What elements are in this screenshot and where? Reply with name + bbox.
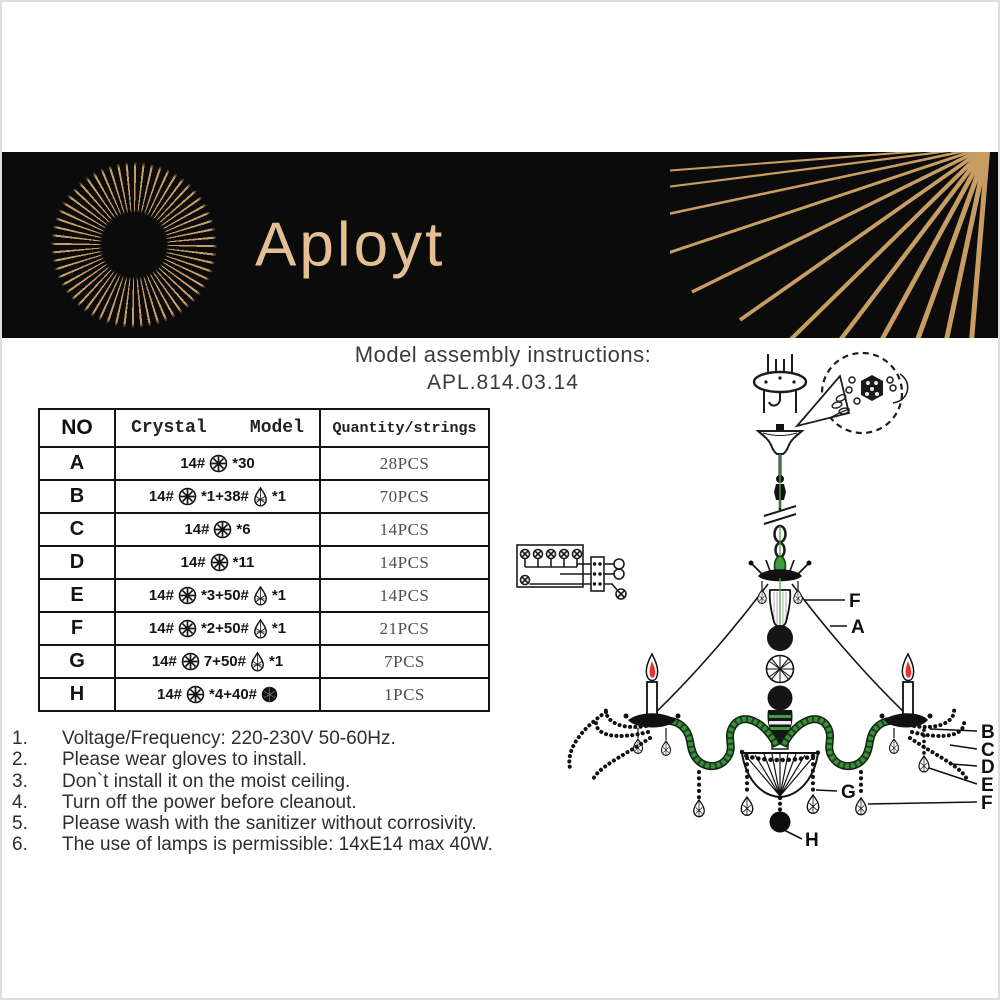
header-model: Crystal Model	[115, 409, 320, 447]
table-row: E 14# *3+50# *1 14PCS	[39, 579, 489, 612]
label-a: A	[851, 617, 865, 638]
rosette-crystal-icon	[186, 685, 205, 704]
table-row: C 14# *6 14PCS	[39, 513, 489, 546]
instruction-item: 6. The use of lamps is permissible: 14xE14 max 40W.	[12, 834, 493, 856]
teardrop-crystal-icon	[253, 586, 268, 606]
crystal-spec-table	[38, 408, 490, 712]
lamp-wiring-schematic	[517, 545, 626, 599]
wire-connector-hand-inset	[797, 353, 908, 433]
instruction-item: 5. Please wash with the sanitizer without corrosivity.	[12, 813, 477, 835]
table-row: F 14# *2+50# *1 21PCS	[39, 612, 489, 645]
instruction-item: 4. Turn off the power before cleanout.	[12, 791, 357, 813]
brand-name: Aployt	[255, 210, 446, 280]
instruction-item: 2. Please wear gloves to install.	[12, 749, 308, 771]
ceiling-mount-plate	[754, 354, 806, 413]
instruction-item: 3. Don`t install it on the moist ceiling.	[12, 770, 351, 792]
bottom-ball-crystal	[770, 812, 791, 833]
rosette-crystal-icon	[178, 619, 197, 638]
model-number: APL.814.03.14	[427, 371, 579, 394]
teardrop-crystal-icon	[250, 652, 265, 672]
rosette-crystal-icon	[178, 487, 197, 506]
chandelier-line-drawing	[569, 424, 995, 851]
table-row: D 14# *11 14PCS	[39, 546, 489, 579]
instruction-list	[10, 728, 510, 856]
label-d: D	[981, 757, 995, 778]
header-qty: Quantity/strings	[320, 409, 489, 447]
candle-left	[624, 654, 681, 755]
rosette-crystal-icon	[213, 520, 232, 539]
header-no: NO	[39, 409, 115, 447]
title-line1: Model assembly instructions:	[354, 342, 652, 367]
table-row: B 14# *1+38# *1 70PCS	[39, 480, 489, 513]
rosette-crystal-icon	[181, 652, 200, 671]
ball-crystal-icon	[261, 686, 278, 703]
table-row: A 14# *30 28PCS	[39, 447, 489, 480]
table-row: H 14# *4+40# 1PCS	[39, 678, 489, 711]
teardrop-crystal-icon	[253, 487, 268, 507]
brand-banner	[0, 152, 1000, 338]
label-f-bottom: F	[981, 793, 993, 814]
teardrop-crystal-icon	[253, 619, 268, 639]
label-f-top: F	[849, 591, 861, 612]
label-g: G	[841, 782, 856, 803]
label-h: H	[805, 830, 819, 851]
table-header-row	[39, 409, 489, 447]
instruction-item: 1. Voltage/Frequency: 220-230V 50-60Hz.	[12, 728, 396, 749]
rosette-crystal-icon	[178, 586, 197, 605]
label-b: B	[981, 722, 995, 743]
rosette-crystal-icon	[210, 553, 229, 572]
table-row: G 14# 7+50# *1 7PCS	[39, 645, 489, 678]
chandelier-assembly-diagram	[500, 338, 1000, 883]
sunburst-logo-icon	[50, 161, 218, 329]
rosette-crystal-icon	[209, 454, 228, 473]
label-c: C	[981, 740, 995, 761]
corner-rays-icon	[670, 152, 1000, 338]
label-e: E	[981, 775, 994, 796]
candle-right	[880, 654, 933, 772]
